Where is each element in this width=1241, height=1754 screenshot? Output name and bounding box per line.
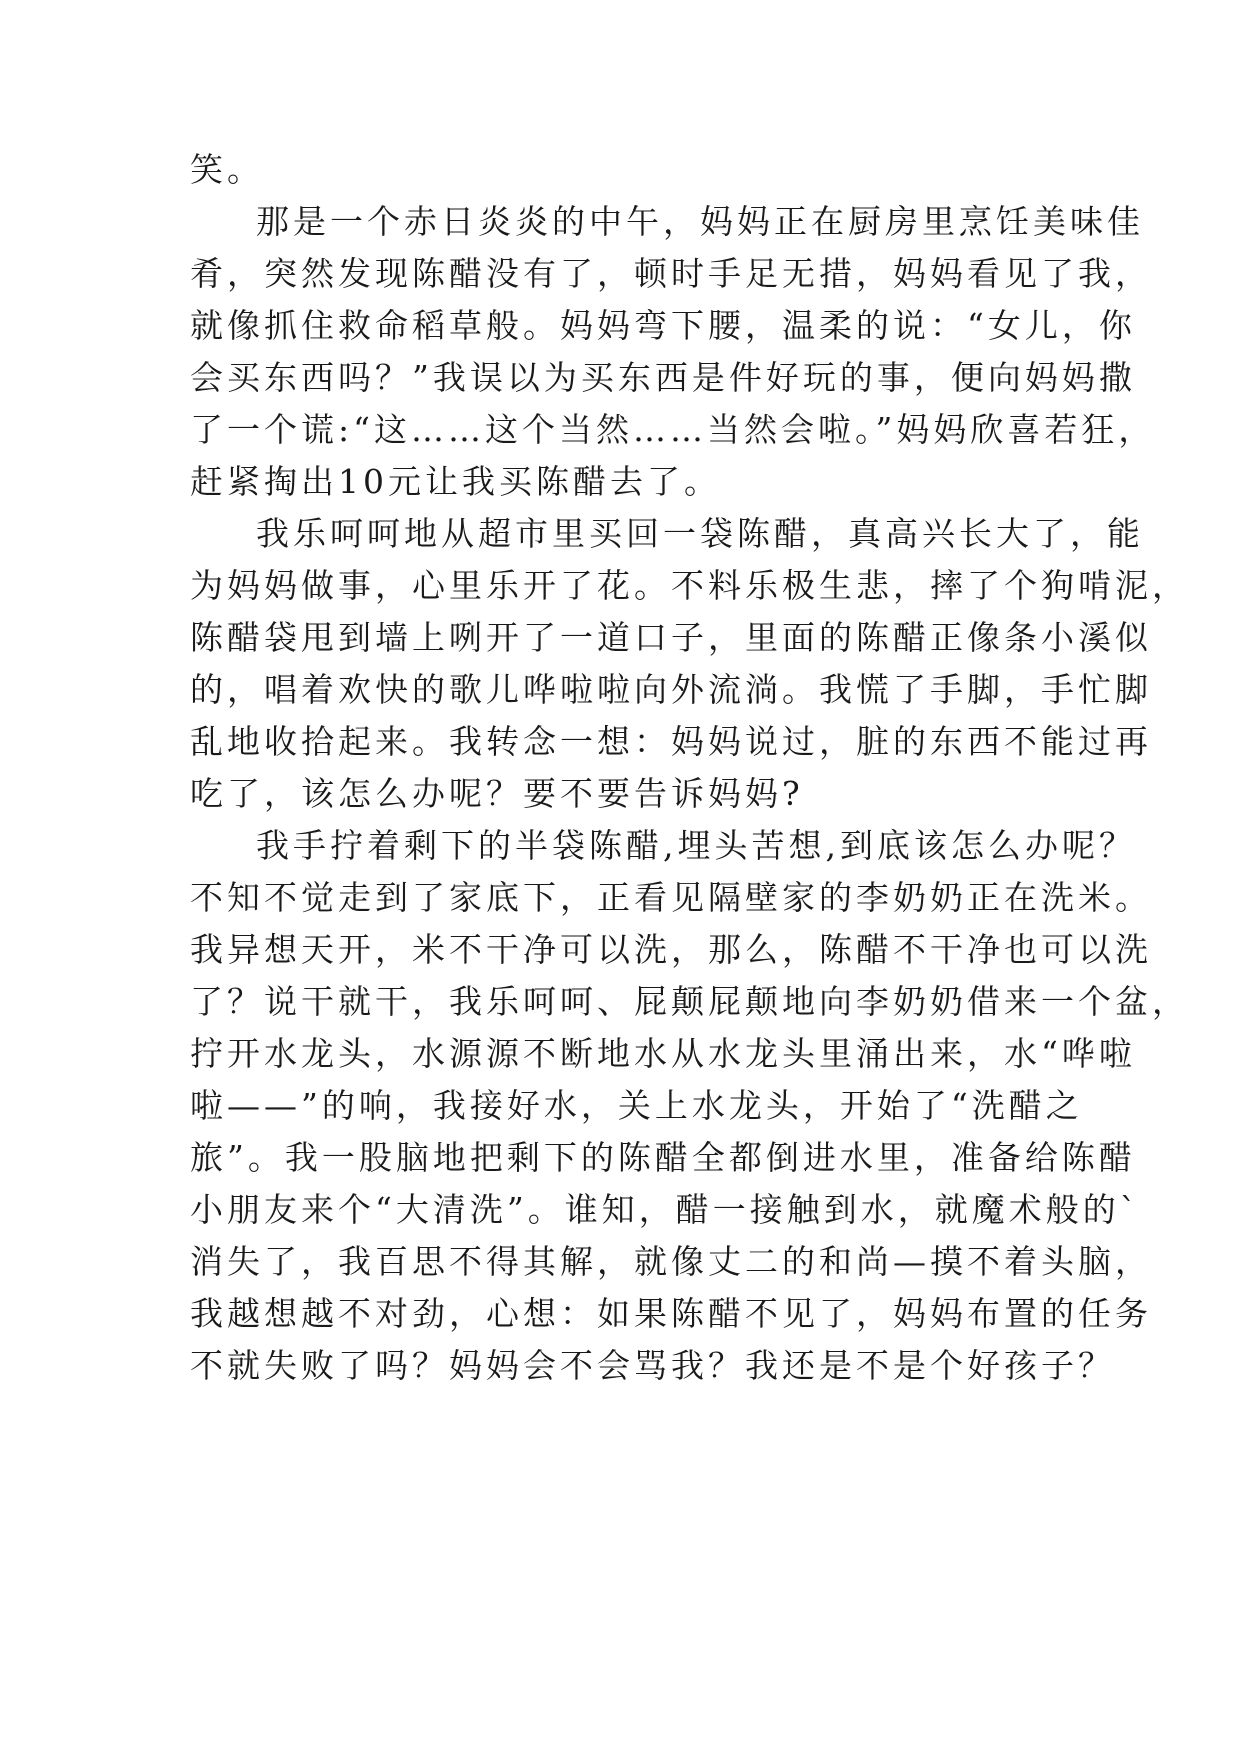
text-line: 笑。 bbox=[190, 150, 264, 189]
text-line: 会买东西吗？”我误以为买东西是件好玩的事，便向妈妈撒 bbox=[190, 358, 1136, 397]
paragraph-start: 我手拧着剩下的半袋陈醋,埋头苦想,到底该怎么办呢？ bbox=[256, 826, 1136, 865]
paragraph-start: 那是一个赤日炎炎的中午，妈妈正在厨房里烹饪美味佳 bbox=[256, 202, 1144, 241]
text-line: 赶紧掏出10元让我买陈醋去了。 bbox=[190, 462, 721, 501]
text-line: 为妈妈做事，心里乐开了花。不料乐极生悲，摔了个狗啃泥， bbox=[190, 566, 1189, 605]
text-line: 啦——”的响，我接好水，关上水龙头，开始了“洗醋之 bbox=[190, 1086, 1083, 1125]
paragraph-start: 我乐呵呵地从超市里买回一袋陈醋，真高兴长大了，能 bbox=[256, 514, 1144, 553]
text-line: 了一个谎:“这……这个当然……当然会啦。”妈妈欣喜若狂， bbox=[190, 410, 1156, 449]
text-line: 陈醋袋甩到墙上咧开了一道口子，里面的陈醋正像条小溪似 bbox=[190, 618, 1152, 657]
text-line: 我越想越不对劲，心想：如果陈醋不见了，妈妈布置的任务 bbox=[190, 1294, 1152, 1333]
text-line: 消失了，我百思不得其解，就像丈二的和尚—摸不着头脑， bbox=[190, 1242, 1152, 1281]
text-line: 的，唱着欢快的歌儿哗啦啦向外流淌。我慌了手脚，手忙脚 bbox=[190, 670, 1152, 709]
text-line: 肴，突然发现陈醋没有了，顿时手足无措，妈妈看见了我， bbox=[190, 254, 1152, 293]
text-line: 不知不觉走到了家底下，正看见隔壁家的李奶奶正在洗米。 bbox=[190, 878, 1152, 917]
text-line: 吃了，该怎么办呢？要不要告诉妈妈? bbox=[190, 774, 804, 813]
text-line: 乱地收拾起来。我转念一想：妈妈说过，脏的东西不能过再 bbox=[190, 722, 1152, 761]
text-line: 我异想天开，米不干净可以洗，那么，陈醋不干净也可以洗 bbox=[190, 930, 1152, 969]
text-line: 旅”。我一股脑地把剩下的陈醋全都倒进水里，准备给陈醋 bbox=[190, 1138, 1136, 1177]
text-line: 了？说干就干，我乐呵呵、屁颠屁颠地向李奶奶借来一个盆， bbox=[190, 982, 1189, 1021]
text-line: 不就失败了吗？妈妈会不会骂我？我还是不是个好孩子？ bbox=[190, 1346, 1115, 1385]
text-line: 就像抓住救命稻草般。妈妈弯下腰，温柔的说：“女儿，你 bbox=[190, 306, 1136, 345]
text-line: 小朋友来个“大清洗”。谁知，醋一接触到水，就魔术般的` bbox=[190, 1190, 1141, 1229]
text-line: 拧开水龙头，水源源不断地水从水龙头里涌出来，水“哗啦 bbox=[190, 1034, 1136, 1073]
